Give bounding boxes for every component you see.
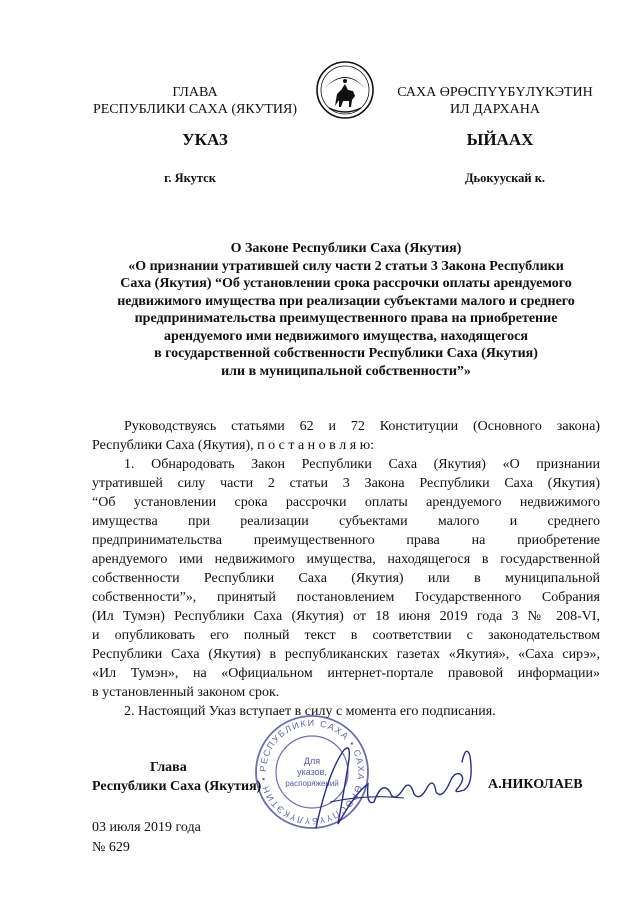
handwritten-signature (308, 732, 488, 842)
body-line: и опубликовать его полный текст в соответствии с законодательством (92, 628, 600, 643)
title-line: недвижимого имущества при реализации субъектами малого и среднего (117, 293, 575, 309)
body-line: утратившей силу части 2 статьи 3 Закона Республики Саха (Якутия) (92, 476, 600, 491)
body-line: собственности Республики Саха (Якутия) или в муниципальной (92, 571, 600, 586)
signatory-title-line2: Республики Саха (Якутия) (92, 779, 262, 794)
document-body (92, 417, 600, 721)
doc-type-sakha: ЫЙААХ (466, 130, 534, 149)
title-line: «О признании утратившей силу части 2 статьи 3 Закона Республики (128, 258, 564, 274)
body-line: (Ил Тумэн) Республики Саха (Якутия) от 18 июня 2019 года 3 № 208-VI, (92, 609, 600, 624)
stamp-center-line2: указов, (297, 767, 327, 777)
stamp-center-line3: распоряжений (285, 779, 339, 788)
stamp-ring-text: РЕСПУБЛИКИ САХА • САХА ӨРӨСПҮҮБҮЛҮКЭТИН • (257, 717, 367, 827)
title-line: арендуемого ими недвижимого имущества, находящегося (164, 328, 528, 344)
header-right-line2: ИЛ ДАРХАНА (449, 102, 540, 117)
body-line: Руководствуясь статьями 62 и 72 Конституции (Основного закона) (124, 419, 600, 434)
document-title (92, 240, 600, 380)
header-right-line1: САХА ӨРӨСПҮҮБҮЛҮКЭТИН (397, 85, 593, 100)
signatory-name: А.НИКОЛАЕВ (488, 777, 583, 792)
body-line: имущества при реализации субъектами малого и среднего (92, 514, 600, 529)
body-line: “Об установлении срока рассрочки оплаты арендуемого недвижимого (92, 495, 600, 510)
document-number: № 629 (92, 840, 130, 855)
body-line: собственности”», принятый постановлением Государственного Собрания (92, 590, 600, 605)
body-line: предпринимательства преимущественного права на приобретение (92, 533, 600, 548)
body-line: арендуемого ими недвижимого имущества, находящегося в государственной (92, 552, 600, 567)
signatory-title-line1: Глава (150, 760, 187, 775)
title-line: Саха (Якутия) “Об установлении срока рассрочки оплаты арендуемого (120, 276, 572, 291)
title-line: или в муниципальной собственности”» (221, 363, 471, 379)
body-line: «Ил Тумэн», на «Официальном интернет-портале правовой информации» (92, 666, 600, 681)
title-line: О Законе Республики Саха (Якутия) (230, 241, 462, 256)
coat-of-arms-emblem-icon (315, 60, 375, 120)
body-line: Республики Саха (Якутия) в республиканских газетах «Якутия», «Саха сирэ», (92, 647, 600, 662)
doc-type-ru: УКАЗ (182, 130, 228, 149)
document-date-block (92, 818, 201, 858)
body-line: Республики Саха (Якутия), п о с т а н о в л я ю: (92, 438, 375, 453)
title-line: в государственной собственности Республики Саха (Якутия) (154, 346, 538, 361)
title-line: предпринимательства преимущественного права на приобретение (134, 311, 558, 326)
signatory-title (92, 758, 292, 796)
header-right (390, 84, 600, 118)
document-date: 03 июля 2019 года (92, 820, 201, 835)
header-left-line2: РЕСПУБЛИКИ САХА (ЯКУТИЯ) (92, 102, 298, 117)
body-line: 2. Настоящий Указ вступает в силу с момента его подписания. (124, 704, 496, 719)
city-sakha: Дьокуускай к. (464, 171, 546, 185)
body-line: 1. Обнародовать Закон Республики Саха (Якутия) «О признании (124, 457, 600, 472)
city-ru: г. Якутск (164, 171, 216, 185)
header-left (60, 84, 330, 118)
stamp-center-line1: Для (303, 756, 321, 766)
body-line: в установленный законом срок. (92, 685, 280, 700)
header-left-line1: ГЛАВА (172, 85, 218, 100)
